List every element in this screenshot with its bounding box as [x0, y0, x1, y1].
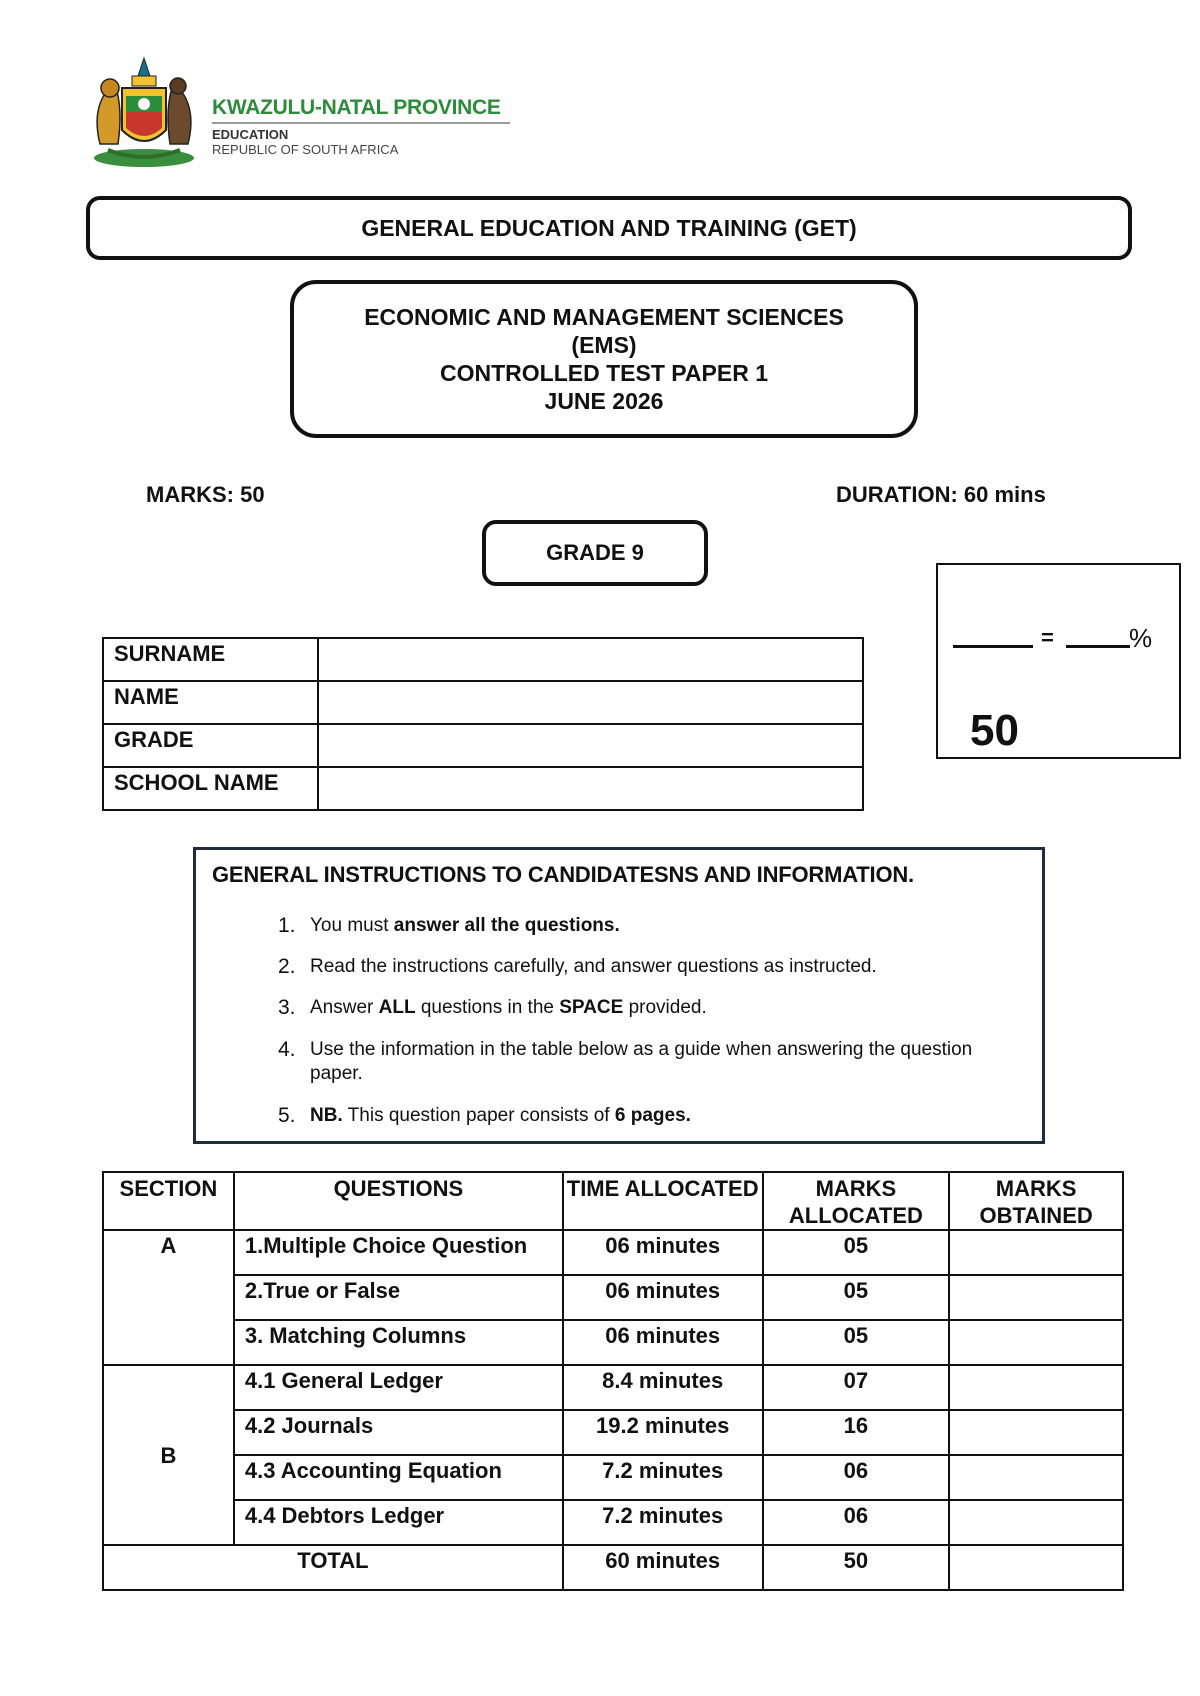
header-section: SECTION [103, 1172, 234, 1230]
surname-label: SURNAME [103, 638, 318, 681]
subject-line-2: (EMS) [571, 332, 637, 358]
org-divider [212, 122, 510, 124]
table-row [103, 1230, 1123, 1275]
instructions-title: GENERAL INSTRUCTIONS TO CANDIDATESNS AND INFORMATION. [212, 862, 914, 887]
obtained-cell[interactable] [949, 1275, 1123, 1320]
subject-line-4: JUNE 2026 [544, 388, 664, 414]
instruction-number: 5. [278, 1104, 296, 1127]
instruction-text: This question paper consists of [342, 1105, 615, 1126]
score-equals: = [1041, 625, 1054, 650]
instruction-text: Answer [310, 997, 379, 1018]
score-percent-sign: % [1129, 623, 1153, 653]
table-row [103, 1275, 1123, 1320]
table-row [103, 638, 863, 681]
time-cell: 8.4 minutes [563, 1365, 763, 1410]
question-cell: 4.3 Accounting Equation [234, 1455, 563, 1500]
marks-cell: 16 [763, 1410, 950, 1455]
grade-field[interactable] [318, 724, 863, 767]
grade-label: GRADE 9 [546, 540, 644, 565]
name-field[interactable] [318, 681, 863, 724]
instruction-number: 4. [278, 1038, 296, 1061]
score-blank-percent[interactable] [1066, 645, 1130, 648]
section-a-cell: A [103, 1230, 234, 1365]
org-name: KWAZULU-NATAL PROVINCE [212, 96, 501, 119]
instructions-box [193, 847, 1045, 1144]
name-label: NAME [103, 681, 318, 724]
table-row [103, 1455, 1123, 1500]
instruction-bold: ALL [378, 997, 416, 1018]
time-cell: 06 minutes [563, 1320, 763, 1365]
grade-field-label: GRADE [103, 724, 318, 767]
instruction-number: 2. [278, 955, 296, 978]
marks-label: MARKS: 50 [146, 482, 265, 507]
marks-cell: 06 [763, 1500, 950, 1545]
instruction-item-5 [278, 1104, 1018, 1128]
time-cell: 7.2 minutes [563, 1455, 763, 1500]
obtained-cell[interactable] [949, 1500, 1123, 1545]
instruction-text: Use the information in the table below as a guide when answering the question paper. [310, 1039, 973, 1084]
subject-line-3: CONTROLLED TEST PAPER 1 [440, 360, 768, 386]
get-banner-text: GENERAL EDUCATION AND TRAINING (GET) [361, 214, 857, 241]
total-time: 60 minutes [563, 1545, 763, 1590]
org-block [212, 96, 517, 157]
grade-box [482, 520, 708, 586]
table-row [103, 724, 863, 767]
obtained-cell[interactable] [949, 1410, 1123, 1455]
instruction-text: provided. [623, 997, 707, 1018]
school-name-label: SCHOOL NAME [103, 767, 318, 810]
score-total: 50 [970, 706, 1019, 755]
table-row [103, 1365, 1123, 1410]
duration-label: DURATION: 60 mins [836, 482, 1046, 507]
obtained-cell[interactable] [949, 1365, 1123, 1410]
instruction-number: 1. [278, 914, 296, 937]
table-header-row [103, 1172, 1123, 1230]
question-cell: 4.1 General Ledger [234, 1365, 563, 1410]
marks-cell: 07 [763, 1365, 950, 1410]
table-row [103, 1500, 1123, 1545]
total-marks: 50 [763, 1545, 950, 1590]
marks-cell: 05 [763, 1275, 950, 1320]
marks-cell: 06 [763, 1455, 950, 1500]
score-box [936, 563, 1181, 759]
total-obtained[interactable] [949, 1545, 1123, 1590]
instruction-text: questions in the [415, 997, 560, 1018]
obtained-cell[interactable] [949, 1230, 1123, 1275]
get-banner [86, 196, 1132, 260]
instruction-bold: answer all the questions. [393, 915, 620, 936]
table-row [103, 1320, 1123, 1365]
instruction-bold: SPACE [559, 997, 624, 1018]
header-time-allocated: TIME ALLOCATED [563, 1172, 763, 1230]
instruction-item-1 [278, 914, 1018, 938]
instruction-text: Read the instructions carefully, and answer questions as instructed. [310, 956, 877, 977]
question-cell: 4.2 Journals [234, 1410, 563, 1455]
time-cell: 06 minutes [563, 1275, 763, 1320]
question-cell: 4.4 Debtors Ledger [234, 1500, 563, 1545]
question-cell: 3. Matching Columns [234, 1320, 563, 1365]
instruction-number: 3. [278, 996, 296, 1019]
obtained-cell[interactable] [949, 1320, 1123, 1365]
time-cell: 7.2 minutes [563, 1500, 763, 1545]
instruction-bold: 6 pages. [614, 1105, 691, 1126]
instruction-bold: NB. [310, 1105, 343, 1126]
subject-line-1: ECONOMIC AND MANAGEMENT SCIENCES [364, 304, 844, 330]
school-name-field[interactable] [318, 767, 863, 810]
table-row [103, 681, 863, 724]
marks-cell: 05 [763, 1230, 950, 1275]
total-label: TOTAL [103, 1545, 563, 1590]
table-row [103, 1410, 1123, 1455]
header-marks-obtained: MARKS OBTAINED [949, 1172, 1123, 1230]
section-table [102, 1171, 1124, 1591]
instruction-item-2 [278, 955, 1018, 979]
org-department: EDUCATION [212, 127, 289, 142]
coat-of-arms-icon [88, 52, 200, 170]
instruction-item-3 [278, 996, 1018, 1020]
table-row [103, 767, 863, 810]
surname-field[interactable] [318, 638, 863, 681]
question-cell: 2.True or False [234, 1275, 563, 1320]
marks-cell: 05 [763, 1320, 950, 1365]
obtained-cell[interactable] [949, 1455, 1123, 1500]
org-country: REPUBLIC OF SOUTH AFRICA [212, 142, 399, 157]
instruction-item-4 [278, 1038, 1018, 1086]
time-cell: 06 minutes [563, 1230, 763, 1275]
header-marks-allocated: MARKS ALLOCATED [763, 1172, 950, 1230]
header-questions: QUESTIONS [234, 1172, 563, 1230]
instruction-text: You must [310, 915, 394, 936]
score-blank-obtained[interactable] [953, 645, 1033, 648]
subject-box [290, 280, 918, 438]
total-row [103, 1545, 1123, 1590]
learner-info-table [102, 637, 864, 811]
time-cell: 19.2 minutes [563, 1410, 763, 1455]
section-b-cell: B [103, 1365, 234, 1545]
question-cell: 1.Multiple Choice Question [234, 1230, 563, 1275]
